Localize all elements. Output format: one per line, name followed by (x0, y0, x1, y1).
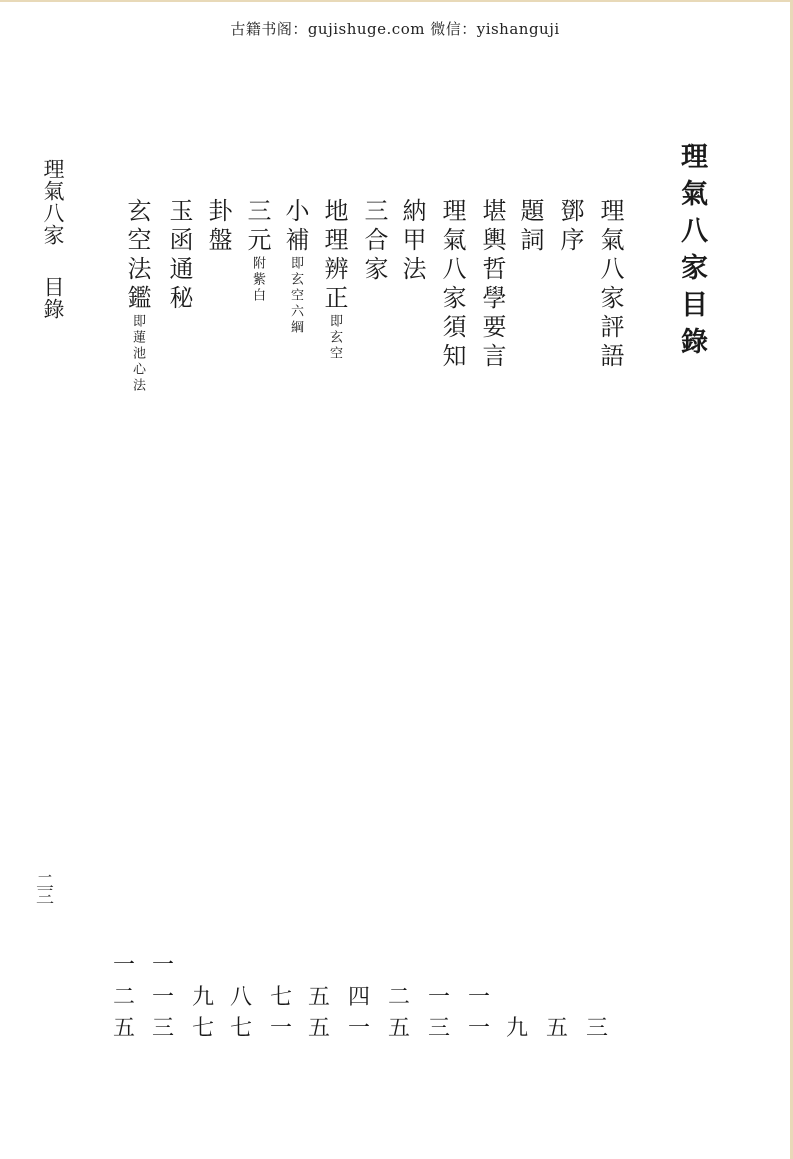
page-number-digit: 一 (347, 1016, 370, 1041)
toc-entry-title: 三合家 (360, 198, 388, 285)
page-number-digit: 三 (151, 1016, 174, 1041)
page-number-digit: 五 (307, 1016, 330, 1041)
toc-entry (120, 198, 155, 394)
page-number-digit: 一 (112, 953, 135, 978)
toc-entry (553, 198, 588, 256)
page-number-digit: 一 (427, 985, 450, 1010)
toc-entry (435, 198, 470, 372)
page-number-digit: 二 (112, 985, 135, 1010)
toc-entry-note: 附紫白 (250, 256, 265, 304)
toc-entry-title: 理氣八家評語 (596, 198, 624, 372)
toc-entry-note: 即蓮池心法 (130, 314, 145, 394)
toc-entry-title: 鄧序 (556, 198, 584, 256)
toc-entry-title: 玄空法鑑 (123, 198, 151, 314)
page-number-digit: 五 (112, 1016, 135, 1041)
page-number-digit: 一 (467, 1016, 490, 1041)
page-number-digit: 七 (269, 985, 292, 1010)
toc-entry-title: 三元 (243, 198, 271, 256)
page-number-digit: 七 (191, 1016, 214, 1041)
toc-entry (395, 198, 430, 285)
toc-entry (513, 198, 548, 256)
toc-entry-note: 即玄空六綱 (288, 256, 303, 336)
toc-entry (475, 198, 510, 372)
page-number-digit: 三 (427, 1016, 450, 1041)
page-number-digit: 五 (387, 1016, 410, 1041)
toc-entry (278, 198, 313, 336)
page-number-digit: 二 (387, 985, 410, 1010)
page-number-digit: 八 (229, 985, 252, 1010)
page-number-digit: 四 (347, 985, 370, 1010)
page-number-digit: 一 (151, 953, 174, 978)
toc-entry-title: 玉函通秘 (165, 198, 193, 314)
toc-entry-note: 即玄空 (327, 314, 342, 362)
page-number-digit: 九 (505, 1016, 528, 1041)
page-number-digit: 五 (307, 985, 330, 1010)
running-title-book: 理氣八家 (41, 158, 65, 246)
toc-entry (162, 198, 197, 314)
page-number-digit: 一 (467, 985, 490, 1010)
toc-entry (201, 198, 236, 256)
toc-entry-title: 題詞 (516, 198, 544, 256)
page-number-digit: 一 (269, 1016, 292, 1041)
page-number-digit: 五 (545, 1016, 568, 1041)
toc-title: 理氣八家目錄 (676, 142, 707, 364)
page-number-digit: 九 (191, 985, 214, 1010)
running-title-section: 目錄 (41, 276, 65, 320)
folio-number: 二三 (33, 872, 54, 902)
toc-entry (240, 198, 275, 304)
running-title (38, 158, 68, 320)
toc-entry (317, 198, 352, 362)
toc-entry-title: 堪輿哲學要言 (478, 198, 506, 372)
page-number-digit: 七 (229, 1016, 252, 1041)
page-number-digit: 一 (151, 985, 174, 1010)
toc-entry-title: 理氣八家須知 (438, 198, 466, 372)
toc-entry-title: 小補 (281, 198, 309, 256)
toc-entry-title: 卦盤 (204, 198, 232, 256)
toc-entry-title: 納甲法 (398, 198, 426, 285)
page-number-digit: 三 (585, 1016, 608, 1041)
toc-entry (593, 198, 628, 372)
toc-entry-title: 地理辨正 (320, 198, 348, 314)
toc-entry (357, 198, 392, 285)
watermark-header: 古籍书阁：gujishuge.com 微信：yishanguji (230, 20, 560, 38)
